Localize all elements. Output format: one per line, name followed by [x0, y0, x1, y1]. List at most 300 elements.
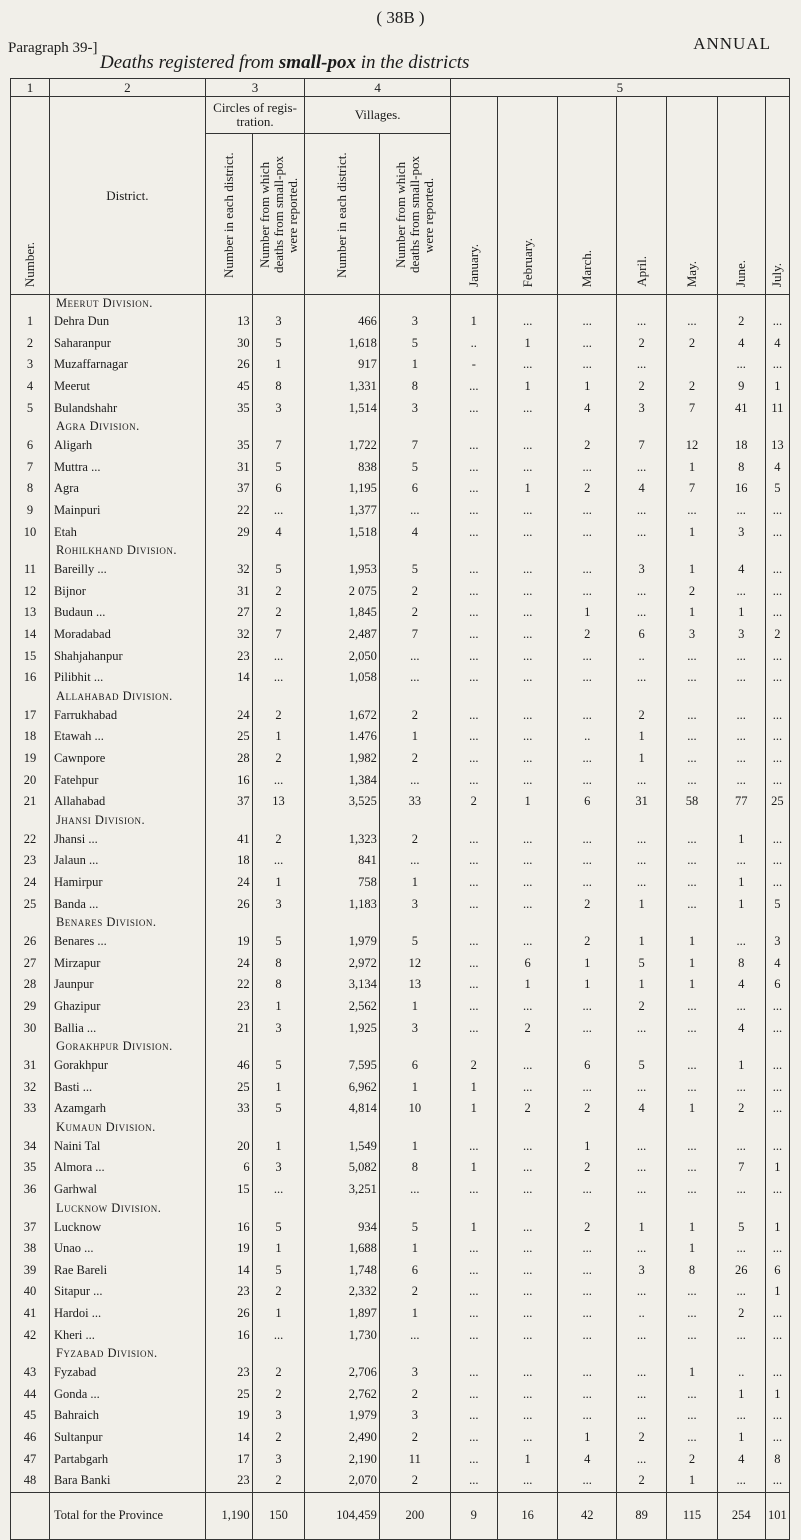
table-row — [11, 1260, 790, 1282]
circles-count: 6 — [205, 1157, 252, 1179]
villages-reported: 2 — [379, 1384, 450, 1406]
villages-count: 1,979 — [305, 1405, 379, 1427]
month-deaths: ... — [717, 1405, 765, 1427]
col-num-5: 5 — [450, 79, 789, 97]
division-blank — [558, 689, 616, 705]
month-deaths: 2 — [558, 1157, 616, 1179]
division-blank — [205, 1039, 252, 1055]
circles-count: 29 — [205, 521, 252, 543]
month-deaths: 3 — [717, 521, 765, 543]
month-deaths: ... — [558, 748, 616, 770]
table-body — [11, 295, 790, 1540]
division-blank — [379, 543, 450, 559]
circles-reported: 2 — [252, 748, 305, 770]
villages-reported: 4 — [379, 521, 450, 543]
division-name: Gorakhpur Division. — [49, 1039, 205, 1055]
month-deaths: 77 — [717, 791, 765, 813]
month-deaths: ... — [765, 1136, 789, 1158]
month-deaths: ... — [450, 769, 497, 791]
month-deaths: 1 — [558, 1136, 616, 1158]
circles-reported: 7 — [252, 435, 305, 457]
month-deaths: 2 — [717, 1303, 765, 1325]
table-row — [11, 850, 790, 872]
villages-reported: 5 — [379, 931, 450, 953]
division-blank — [305, 1039, 379, 1055]
month-deaths: ... — [497, 354, 558, 376]
header-villages-number: Number in each district. — [305, 134, 379, 295]
division-blank — [717, 812, 765, 828]
month-deaths: ... — [450, 996, 497, 1018]
header-number: Number. — [11, 97, 50, 295]
month-deaths: ... — [616, 1136, 666, 1158]
district-name: Hardoi ... — [49, 1303, 205, 1325]
division-row — [11, 689, 790, 705]
table-row — [11, 791, 790, 813]
district-name: Bara Banki — [49, 1470, 205, 1492]
month-deaths: ... — [450, 850, 497, 872]
month-deaths: ... — [765, 872, 789, 894]
villages-count: 1,323 — [305, 828, 379, 850]
month-deaths: ... — [497, 500, 558, 522]
month-deaths: ... — [765, 769, 789, 791]
month-deaths: 2 — [667, 581, 717, 603]
month-deaths: 1 — [450, 1157, 497, 1179]
division-blank — [205, 1346, 252, 1362]
month-deaths: ... — [765, 1303, 789, 1325]
circles-count: 14 — [205, 1260, 252, 1282]
table-row — [11, 500, 790, 522]
month-deaths: ... — [558, 333, 616, 355]
circles-count: 26 — [205, 893, 252, 915]
villages-count: 2,706 — [305, 1362, 379, 1384]
division-blank — [450, 689, 497, 705]
month-deaths: ... — [616, 1017, 666, 1039]
villages-reported: 7 — [379, 624, 450, 646]
month-deaths: 1 — [765, 376, 789, 398]
month-deaths: ... — [558, 1017, 616, 1039]
month-deaths: 1 — [616, 748, 666, 770]
month-deaths: ... — [717, 850, 765, 872]
division-name: Kumaun Division. — [49, 1120, 205, 1136]
circles-reported: 5 — [252, 559, 305, 581]
villages-reported: 2 — [379, 705, 450, 727]
month-deaths: ... — [497, 705, 558, 727]
circles-count: 24 — [205, 872, 252, 894]
villages-reported: ... — [379, 1324, 450, 1346]
circles-reported: 1 — [252, 1238, 305, 1260]
division-blank — [667, 295, 717, 312]
circles-count: 25 — [205, 1384, 252, 1406]
circles-reported: 2 — [252, 1362, 305, 1384]
row-number: 41 — [11, 1303, 50, 1325]
villages-count: 1,195 — [305, 478, 379, 500]
month-deaths: ... — [717, 769, 765, 791]
district-name: Aligarh — [49, 435, 205, 457]
division-blank — [205, 295, 252, 312]
col-num-2: 2 — [49, 79, 205, 97]
month-deaths: ... — [497, 1303, 558, 1325]
division-name: Allahabad Division. — [49, 689, 205, 705]
month-deaths: ... — [450, 1017, 497, 1039]
month-deaths: ... — [558, 1470, 616, 1492]
month-deaths: ... — [450, 667, 497, 689]
month-deaths: ... — [558, 1281, 616, 1303]
column-number-row — [11, 79, 790, 97]
circles-reported: ... — [252, 769, 305, 791]
month-deaths: ... — [450, 521, 497, 543]
row-number: 28 — [11, 974, 50, 996]
table-row — [11, 645, 790, 667]
district-name: Moradabad — [49, 624, 205, 646]
month-deaths: ... — [497, 624, 558, 646]
month-deaths: ... — [616, 500, 666, 522]
month-deaths: 11 — [765, 397, 789, 419]
month-deaths: 7 — [667, 397, 717, 419]
district-name: Cawnpore — [49, 748, 205, 770]
row-number: 22 — [11, 828, 50, 850]
month-deaths: ... — [667, 1281, 717, 1303]
month-deaths: ... — [667, 769, 717, 791]
month-deaths: ... — [765, 1076, 789, 1098]
month-deaths: ... — [450, 726, 497, 748]
month-deaths: ... — [616, 311, 666, 333]
month-deaths: ... — [667, 1384, 717, 1406]
villages-reported: 5 — [379, 1216, 450, 1238]
district-name: Bijnor — [49, 581, 205, 603]
header-june: June. — [717, 97, 765, 295]
month-deaths: ... — [765, 1055, 789, 1077]
month-deaths: 2 — [558, 931, 616, 953]
month-deaths: 1 — [667, 559, 717, 581]
table-row — [11, 1405, 790, 1427]
month-deaths: ... — [667, 1076, 717, 1098]
division-blank — [616, 1200, 666, 1216]
month-deaths: 1 — [450, 311, 497, 333]
villages-count: 2,050 — [305, 645, 379, 667]
division-number — [11, 915, 50, 931]
division-blank — [252, 1346, 305, 1362]
row-number: 4 — [11, 376, 50, 398]
month-deaths: ... — [765, 1017, 789, 1039]
villages-count: 3,525 — [305, 791, 379, 813]
row-number: 48 — [11, 1470, 50, 1492]
month-deaths: ... — [616, 1405, 666, 1427]
table-row — [11, 521, 790, 543]
month-deaths: 6 — [765, 1260, 789, 1282]
row-number: 11 — [11, 559, 50, 581]
month-deaths: 4 — [558, 397, 616, 419]
month-deaths: ... — [497, 1055, 558, 1077]
row-number: 32 — [11, 1076, 50, 1098]
division-blank — [379, 419, 450, 435]
month-deaths: 1 — [497, 974, 558, 996]
division-blank — [252, 689, 305, 705]
month-deaths: 2 — [616, 333, 666, 355]
month-deaths: ... — [497, 1076, 558, 1098]
division-blank — [717, 1346, 765, 1362]
month-deaths: ... — [558, 769, 616, 791]
villages-reported: 5 — [379, 457, 450, 479]
row-number: 3 — [11, 354, 50, 376]
month-deaths: 1 — [765, 1384, 789, 1406]
month-deaths: ... — [497, 1157, 558, 1179]
villages-count: 2,070 — [305, 1470, 379, 1492]
month-deaths: 4 — [717, 559, 765, 581]
division-blank — [205, 689, 252, 705]
circles-reported: 1 — [252, 1136, 305, 1158]
month-deaths: 1 — [667, 1216, 717, 1238]
month-deaths: ... — [717, 1076, 765, 1098]
division-blank — [305, 812, 379, 828]
villages-count: 5,082 — [305, 1157, 379, 1179]
month-deaths: 4 — [717, 974, 765, 996]
district-name: Ballia ... — [49, 1017, 205, 1039]
paragraph-reference: Paragraph 39-] — [8, 40, 98, 56]
month-deaths: ... — [450, 952, 497, 974]
row-number: 8 — [11, 478, 50, 500]
row-number: 20 — [11, 769, 50, 791]
circles-reported: ... — [252, 850, 305, 872]
month-deaths: ... — [497, 769, 558, 791]
villages-reported: 2 — [379, 581, 450, 603]
total-month: 254 — [717, 1492, 765, 1539]
villages-reported: ... — [379, 769, 450, 791]
district-name: Naini Tal — [49, 1136, 205, 1158]
header-villages: Villages. — [305, 97, 450, 134]
circles-count: 17 — [205, 1448, 252, 1470]
month-deaths: ... — [497, 850, 558, 872]
division-blank — [497, 1200, 558, 1216]
month-deaths: ... — [558, 705, 616, 727]
division-number — [11, 1039, 50, 1055]
villages-reported: 1 — [379, 1136, 450, 1158]
month-deaths: 2 — [616, 996, 666, 1018]
villages-count: 1,979 — [305, 931, 379, 953]
circles-count: 20 — [205, 1136, 252, 1158]
villages-reported: 3 — [379, 397, 450, 419]
month-deaths: ... — [717, 1238, 765, 1260]
division-blank — [497, 915, 558, 931]
division-blank — [379, 812, 450, 828]
month-deaths: ... — [450, 457, 497, 479]
month-deaths: 1 — [616, 893, 666, 915]
table-row — [11, 602, 790, 624]
villages-count: 1.476 — [305, 726, 379, 748]
district-name: Gonda ... — [49, 1384, 205, 1406]
month-deaths: ... — [765, 1470, 789, 1492]
month-deaths: 6 — [616, 624, 666, 646]
villages-count: 1,384 — [305, 769, 379, 791]
division-blank — [305, 689, 379, 705]
district-name: Farrukhabad — [49, 705, 205, 727]
month-deaths: 1 — [497, 478, 558, 500]
villages-count: 2,487 — [305, 624, 379, 646]
month-deaths: ... — [558, 500, 616, 522]
villages-reported: ... — [379, 667, 450, 689]
total-month: 101 — [765, 1492, 789, 1539]
circles-reported: 8 — [252, 974, 305, 996]
division-blank — [305, 915, 379, 931]
table-row — [11, 1076, 790, 1098]
month-deaths: 18 — [717, 435, 765, 457]
circles-count: 23 — [205, 1281, 252, 1303]
row-number: 38 — [11, 1238, 50, 1260]
month-deaths: 4 — [765, 952, 789, 974]
division-blank — [497, 1346, 558, 1362]
district-name: Gorakhpur — [49, 1055, 205, 1077]
circles-reported: 6 — [252, 478, 305, 500]
month-deaths: ... — [450, 500, 497, 522]
month-deaths: 8 — [765, 1448, 789, 1470]
row-number: 7 — [11, 457, 50, 479]
table-row — [11, 1238, 790, 1260]
circles-reported: 2 — [252, 1427, 305, 1449]
division-blank — [497, 1039, 558, 1055]
villages-reported: 13 — [379, 974, 450, 996]
circles-reported: 1 — [252, 354, 305, 376]
month-deaths: ... — [450, 478, 497, 500]
circles-reported: 3 — [252, 893, 305, 915]
month-deaths: ... — [765, 1179, 789, 1201]
circles-count: 14 — [205, 667, 252, 689]
circles-reported: 8 — [252, 952, 305, 974]
total-month: 89 — [616, 1492, 666, 1539]
month-deaths: ... — [558, 850, 616, 872]
month-deaths — [667, 354, 717, 376]
month-deaths: 2 — [667, 1448, 717, 1470]
division-blank — [765, 812, 789, 828]
circles-count: 19 — [205, 1405, 252, 1427]
circles-reported: ... — [252, 1324, 305, 1346]
month-deaths: 26 — [717, 1260, 765, 1282]
total-row — [11, 1492, 790, 1539]
circles-count: 23 — [205, 996, 252, 1018]
villages-reported: 2 — [379, 1281, 450, 1303]
table-row — [11, 769, 790, 791]
month-deaths: ... — [450, 1136, 497, 1158]
circles-reported: ... — [252, 667, 305, 689]
month-deaths: 8 — [667, 1260, 717, 1282]
row-number: 35 — [11, 1157, 50, 1179]
circles-count: 37 — [205, 791, 252, 813]
division-blank — [616, 1346, 666, 1362]
district-name: Muttra ... — [49, 457, 205, 479]
division-row — [11, 419, 790, 435]
month-deaths: 3 — [717, 624, 765, 646]
division-blank — [667, 1039, 717, 1055]
month-deaths: 1 — [616, 1216, 666, 1238]
month-deaths: 2 — [616, 1427, 666, 1449]
villages-reported: 1 — [379, 1303, 450, 1325]
month-deaths: 1 — [616, 974, 666, 996]
circles-reported: 2 — [252, 581, 305, 603]
row-number: 39 — [11, 1260, 50, 1282]
row-number: 13 — [11, 602, 50, 624]
division-blank — [252, 543, 305, 559]
division-number — [11, 419, 50, 435]
month-deaths: 25 — [765, 791, 789, 813]
month-deaths: ... — [765, 602, 789, 624]
month-deaths: 1 — [558, 376, 616, 398]
table-row — [11, 457, 790, 479]
month-deaths: 2 — [450, 791, 497, 813]
villages-count: 934 — [305, 1216, 379, 1238]
row-number: 6 — [11, 435, 50, 457]
row-number: 26 — [11, 931, 50, 953]
month-deaths: ... — [717, 1281, 765, 1303]
month-deaths: ... — [667, 645, 717, 667]
month-deaths: ... — [497, 893, 558, 915]
month-deaths: ... — [558, 996, 616, 1018]
month-deaths: ... — [497, 1405, 558, 1427]
villages-reported: 8 — [379, 1157, 450, 1179]
month-deaths: 4 — [616, 1098, 666, 1120]
month-deaths: ... — [667, 850, 717, 872]
month-deaths: 1 — [667, 521, 717, 543]
month-deaths: ... — [667, 872, 717, 894]
month-deaths: 3 — [765, 931, 789, 953]
circles-count: 19 — [205, 1238, 252, 1260]
circles-count: 16 — [205, 1324, 252, 1346]
villages-count: 1,518 — [305, 521, 379, 543]
month-deaths: 3 — [616, 559, 666, 581]
month-deaths: ... — [558, 1384, 616, 1406]
circles-count: 31 — [205, 581, 252, 603]
month-deaths: 1 — [497, 333, 558, 355]
villages-count: 1,618 — [305, 333, 379, 355]
circles-reported: 3 — [252, 1448, 305, 1470]
header-april: April. — [616, 97, 666, 295]
table-row — [11, 893, 790, 915]
month-deaths: 12 — [667, 435, 717, 457]
month-deaths: 16 — [717, 478, 765, 500]
villages-reported: 11 — [379, 1448, 450, 1470]
circles-count: 25 — [205, 1076, 252, 1098]
district-name: Etah — [49, 521, 205, 543]
month-deaths: 2 — [558, 435, 616, 457]
month-deaths: ... — [717, 705, 765, 727]
month-deaths: ... — [765, 1098, 789, 1120]
division-row — [11, 1200, 790, 1216]
month-deaths: 5 — [616, 952, 666, 974]
month-deaths: ... — [765, 828, 789, 850]
month-deaths: 31 — [616, 791, 666, 813]
month-deaths: ... — [558, 521, 616, 543]
row-number: 25 — [11, 893, 50, 915]
month-deaths: ... — [765, 354, 789, 376]
header-circles-reported: Number from which deaths from small-pox were reported. — [252, 134, 305, 295]
row-number: 44 — [11, 1384, 50, 1406]
division-name: Fyzabad Division. — [49, 1346, 205, 1362]
month-deaths: ... — [558, 1303, 616, 1325]
division-blank — [717, 1120, 765, 1136]
circles-reported: 5 — [252, 1098, 305, 1120]
division-blank — [558, 295, 616, 312]
table-row — [11, 1324, 790, 1346]
division-blank — [252, 1039, 305, 1055]
district-name: Saharanpur — [49, 333, 205, 355]
month-deaths: ... — [667, 500, 717, 522]
villages-count: 1,549 — [305, 1136, 379, 1158]
month-deaths: ... — [497, 1260, 558, 1282]
month-deaths: ... — [616, 1384, 666, 1406]
month-deaths: ... — [558, 1362, 616, 1384]
district-name: Banda ... — [49, 893, 205, 915]
villages-reported: 12 — [379, 952, 450, 974]
division-number — [11, 1200, 50, 1216]
month-deaths: 1 — [616, 931, 666, 953]
district-name: Bareilly ... — [49, 559, 205, 581]
